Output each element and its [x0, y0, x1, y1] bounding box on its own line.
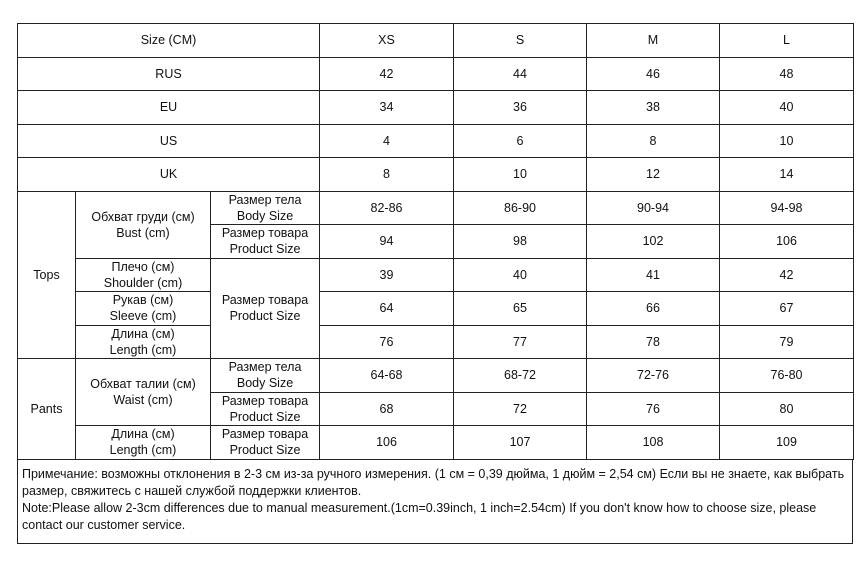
table-cell: 77: [454, 325, 587, 359]
shoulder-label: [76, 258, 211, 292]
table-cell: 68-72: [454, 359, 587, 393]
length-label: [76, 325, 211, 359]
pants-waist-body-row: [18, 359, 854, 393]
size-chart-table: [17, 23, 854, 460]
table-cell: 10: [720, 124, 854, 158]
product-size-label: [211, 426, 320, 460]
body-size-ru: Размер тела: [228, 192, 302, 207]
region-label: US: [18, 124, 320, 158]
region-row-rus: [18, 57, 854, 91]
body-size-en: Body Size: [236, 376, 294, 391]
table-cell: 106: [720, 225, 854, 259]
table-cell: 72-76: [587, 359, 720, 393]
tops-shoulder-row: [18, 258, 854, 292]
table-cell: 106: [320, 426, 454, 460]
region-label: EU: [18, 91, 320, 125]
table-cell: 107: [454, 426, 587, 460]
table-cell: 12: [587, 158, 720, 192]
size-header-m: M: [587, 24, 720, 58]
measurement-note: [17, 459, 853, 544]
product-size-en: Product Size: [229, 309, 301, 324]
size-header-s: S: [454, 24, 587, 58]
size-header-label: Size (CM): [18, 24, 320, 58]
table-cell: 76-80: [720, 359, 854, 393]
length-label-en: Length (cm): [109, 443, 177, 458]
table-cell: 42: [320, 57, 454, 91]
table-cell: 109: [720, 426, 854, 460]
sleeve-label-en: Sleeve (cm): [109, 309, 177, 324]
table-cell: 34: [320, 91, 454, 125]
table-cell: 44: [454, 57, 587, 91]
body-size-label: [211, 359, 320, 393]
region-label: RUS: [18, 57, 320, 91]
table-cell: 76: [320, 325, 454, 359]
sleeve-label: [76, 292, 211, 326]
tops-length-row: [18, 325, 854, 359]
product-size-ru: Размер товара: [221, 427, 309, 442]
table-cell: 72: [454, 392, 587, 426]
product-size-ru: Размер товара: [221, 226, 309, 241]
pants-label: Pants: [18, 359, 76, 460]
table-cell: 66: [587, 292, 720, 326]
table-cell: 94: [320, 225, 454, 259]
product-size-label: [211, 392, 320, 426]
table-cell: 64: [320, 292, 454, 326]
body-size-label: [211, 191, 320, 225]
header-row: [18, 24, 854, 58]
table-cell: 76: [587, 392, 720, 426]
pants-length-row: [18, 426, 854, 460]
product-size-label: [211, 258, 320, 359]
shoulder-label-ru: Плечо (см): [111, 259, 175, 274]
region-row-uk: [18, 158, 854, 192]
body-size-ru: Размер тела: [228, 360, 302, 375]
table-cell: 90-94: [587, 191, 720, 225]
table-cell: 78: [587, 325, 720, 359]
table-cell: 14: [720, 158, 854, 192]
table-cell: 82-86: [320, 191, 454, 225]
tops-label: Tops: [18, 191, 76, 359]
table-cell: 102: [587, 225, 720, 259]
table-cell: 8: [320, 158, 454, 192]
product-size-en: Product Size: [229, 242, 301, 257]
bust-label-en: Bust (cm): [116, 225, 170, 240]
table-cell: 4: [320, 124, 454, 158]
size-header-xs: XS: [320, 24, 454, 58]
table-cell: 38: [587, 91, 720, 125]
table-cell: 40: [720, 91, 854, 125]
table-cell: 67: [720, 292, 854, 326]
table-cell: 68: [320, 392, 454, 426]
table-cell: 39: [320, 258, 454, 292]
size-header-l: L: [720, 24, 854, 58]
length-label-ru: Длина (см): [111, 427, 175, 442]
region-row-eu: [18, 91, 854, 125]
product-size-en: Product Size: [229, 409, 301, 424]
table-cell: 40: [454, 258, 587, 292]
length-label-ru: Длина (см): [111, 326, 175, 341]
region-row-us: [18, 124, 854, 158]
shoulder-label-en: Shoulder (cm): [103, 275, 183, 290]
bust-label: [76, 191, 211, 258]
table-cell: 108: [587, 426, 720, 460]
product-size-en: Product Size: [229, 443, 301, 458]
waist-label-en: Waist (cm): [113, 393, 173, 407]
table-cell: 98: [454, 225, 587, 259]
table-cell: 80: [720, 392, 854, 426]
body-size-en: Body Size: [236, 208, 294, 223]
table-cell: 8: [587, 124, 720, 158]
table-cell: 48: [720, 57, 854, 91]
table-cell: 42: [720, 258, 854, 292]
note-ru: Примечание: возможны отклонения в 2-3 см из-за ручного измерения. (1 см = 0,39 дюйма, 1 дюйм = 2,54 см) Если вы не знаете, как выбрать размер, свяжитесь с нашей службой поддержки клиентов.: [22, 467, 845, 498]
product-size-ru: Размер товара: [221, 393, 309, 408]
waist-label: [76, 359, 211, 426]
table-cell: 10: [454, 158, 587, 192]
length-label-en: Length (cm): [109, 342, 177, 357]
length-label: [76, 426, 211, 460]
table-cell: 6: [454, 124, 587, 158]
note-en: Note:Please allow 2-3cm differences due to manual measurement.(1cm=0.39inch, 1 inch=2.54cm) If you don't know how to choose size, please contact our customer service.: [22, 501, 817, 532]
tops-sleeve-row: [18, 292, 854, 326]
table-cell: 36: [454, 91, 587, 125]
product-size-label: [211, 225, 320, 259]
table-cell: 94-98: [720, 191, 854, 225]
region-label: UK: [18, 158, 320, 192]
sleeve-label-ru: Рукав (см): [112, 293, 174, 308]
table-cell: 65: [454, 292, 587, 326]
tops-bust-body-row: [18, 191, 854, 225]
waist-label-ru: Обхват талии (см): [90, 377, 196, 391]
table-cell: 79: [720, 325, 854, 359]
bust-label-ru: Обхват груди (см): [91, 209, 195, 224]
table-cell: 41: [587, 258, 720, 292]
table-cell: 64-68: [320, 359, 454, 393]
product-size-ru: Размер товара: [221, 293, 309, 308]
table-cell: 46: [587, 57, 720, 91]
table-cell: 86-90: [454, 191, 587, 225]
